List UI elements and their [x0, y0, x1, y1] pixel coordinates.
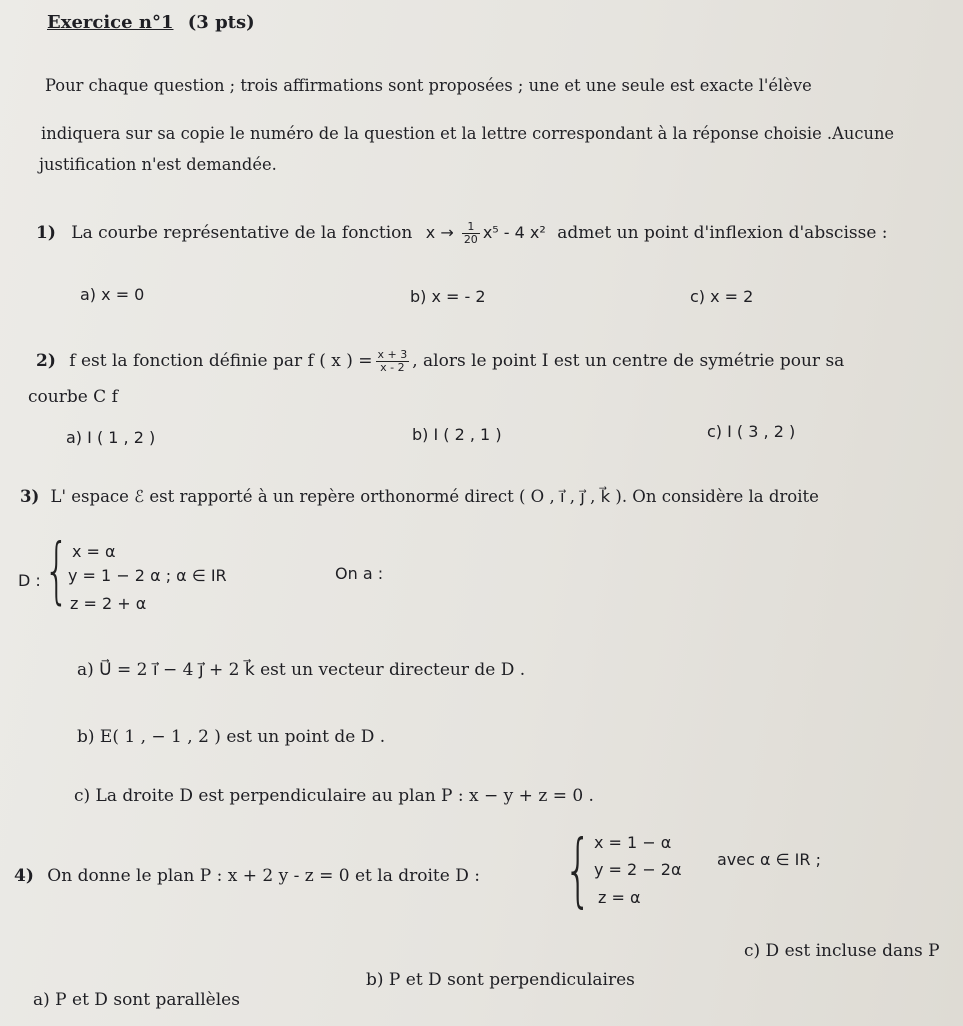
- q1-choice-a: a) x = 0: [80, 285, 145, 304]
- q1-statement: [36, 221, 888, 246]
- q1-choice-b: b) x = - 2: [410, 287, 486, 306]
- q2-fraction-num: x + 3: [377, 348, 408, 361]
- q1-number: 1): [36, 223, 56, 243]
- intro-line-1: Pour chaque question ; trois affirmations sont proposées ; une et une seule est exacte l'élève: [45, 76, 812, 95]
- q4-avec: avec α ∈ IR ;: [717, 850, 821, 869]
- q3-choice-c: c) La droite D est perpendiculaire au plan P : x − y + z = 0 .: [74, 786, 594, 806]
- q4-choice-c: c) D est incluse dans P: [744, 941, 940, 961]
- q4-system-brace: {: [564, 823, 592, 916]
- intro-line-3: justification n'est demandée.: [39, 155, 277, 174]
- q4-choice-b: b) P et D sont perpendiculaires: [366, 970, 635, 990]
- q3-eq-2: y = 1 − 2 α ; α ∈ IR: [68, 566, 227, 585]
- q2-choice-a: a) I ( 1 , 2 ): [66, 428, 156, 447]
- q1-fraction-den: 20: [463, 233, 478, 246]
- q2-fraction-den: x - 2: [380, 361, 405, 374]
- q2-text-after: , alors le point I est un centre de symétrie pour sa: [412, 351, 845, 371]
- q4-eq-2: y = 2 − 2α: [594, 860, 682, 879]
- q1-choice-c: c) x = 2: [690, 287, 754, 306]
- intro-line-2: indiquera sur sa copie le numéro de la question et la lettre correspondant à la réponse choisie .Aucune: [41, 124, 895, 143]
- q3-choice-a: a) U⃗ = 2 i⃗ − 4 j⃗ + 2 k⃗ est un vecteur directeur de D .: [77, 660, 526, 680]
- q2-number: 2): [36, 351, 56, 371]
- q4-eq-1: x = 1 − α: [594, 833, 672, 852]
- q3-choice-b: b) E( 1 , − 1 , 2 ) est un point de D .: [77, 727, 386, 747]
- q2-line-2: courbe C f: [28, 387, 118, 407]
- q2-choice-b: b) I ( 2 , 1 ): [412, 425, 502, 444]
- q3-number: 3): [20, 487, 40, 506]
- q1-text-after: admet un point d'inflexion d'abscisse :: [557, 223, 888, 243]
- q4-choice-a: a) P et D sont parallèles: [33, 990, 240, 1010]
- q1-function-end: x⁵ - 4 x²: [482, 223, 546, 242]
- q4-eq-3: z = α: [598, 888, 641, 907]
- q2-fraction: [376, 349, 410, 374]
- q2-statement: [36, 349, 844, 374]
- q4-statement: [14, 866, 480, 886]
- q1-fraction-num: 1: [462, 221, 480, 234]
- q3-system-brace: {: [44, 528, 70, 612]
- q3-on-a: On a :: [335, 564, 384, 583]
- q1-text-before: La courbe représentative de la fonction: [71, 223, 413, 243]
- q3-statement: [20, 487, 819, 507]
- q4-text: On donne le plan P : x + 2 y - z = 0 et la droite D :: [47, 866, 480, 886]
- q3-d-label: D :: [18, 571, 41, 590]
- q1-fraction: [462, 221, 480, 246]
- q2-choice-c: c) I ( 3 , 2 ): [707, 422, 796, 441]
- q3-eq-3: z = 2 + α: [70, 594, 147, 613]
- exercise-heading: [47, 13, 255, 33]
- exercise-title: Exercice n°1: [47, 12, 174, 33]
- exercise-points: (3 pts): [187, 12, 255, 33]
- q2-text-before: f est la fonction définie par f ( x ) =: [69, 351, 373, 371]
- q1-function-start: x →: [425, 223, 459, 242]
- q3-eq-1: x = α: [72, 542, 116, 561]
- q4-number: 4): [14, 866, 34, 886]
- q3-line-1: L' espace ℰ est rapporté à un repère orthonormé direct ( O , i⃗ , j⃗ , k⃗ ). On considère la droite: [50, 487, 819, 506]
